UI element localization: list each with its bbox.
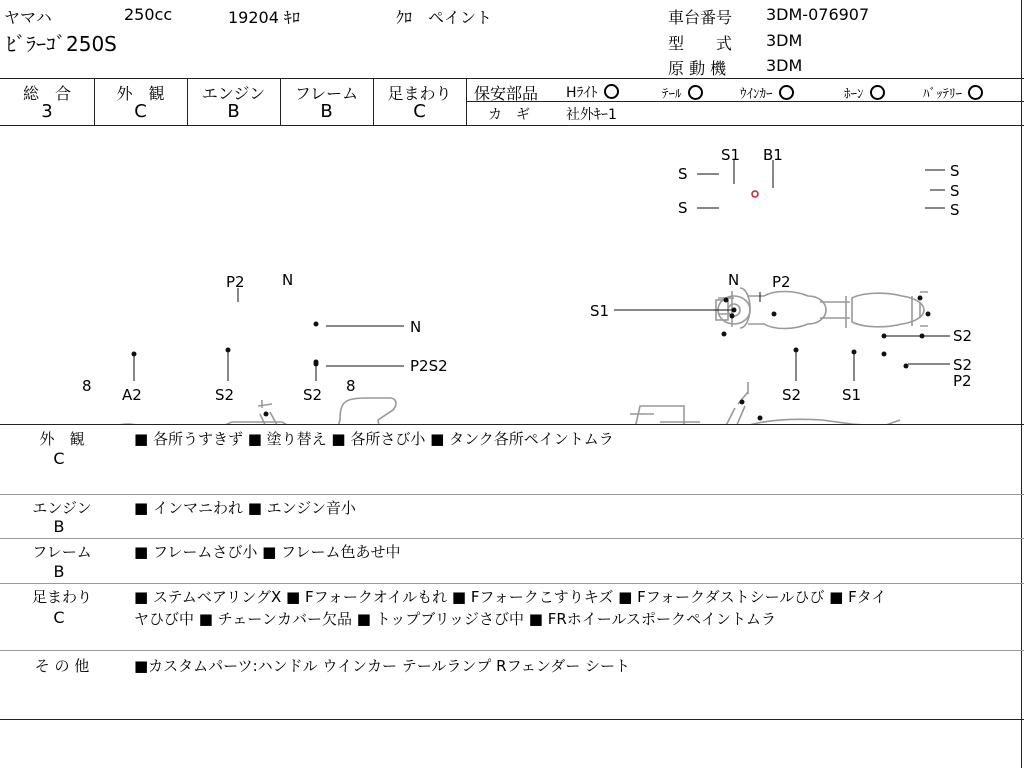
section-title-suspension: 足まわり [31,588,92,606]
type-label: 型 式 [668,34,733,53]
grade-suspension [373,80,466,124]
divider [0,78,1024,79]
section-grade-frame: B [53,562,65,581]
label-p2-right: P2 [953,372,972,390]
label-s1-top: S1 [721,146,741,164]
label-s2-right-bottom: S2 [782,386,802,404]
label-p2-left: P2 [226,273,245,291]
divider [0,650,1024,651]
safety-item-label: ﾎｰﾝ [844,87,864,102]
divider [1021,0,1022,768]
label-n-right-left: N [410,318,422,336]
divider [0,424,1024,425]
label-s1-right-left: S1 [590,302,610,320]
label-8-left: 8 [82,377,92,395]
engine-label: 原 動 機 [668,59,727,78]
divider [0,583,1024,584]
grade-label: エンジン [201,84,266,103]
grade-engine [187,80,280,124]
label-p2s2: P2S2 [410,357,448,375]
label-s2-left-a: S2 [215,386,235,404]
safety-item-label: Hﾗｲﾄ [566,85,598,101]
label-s2-right-1: S2 [953,327,973,345]
grade-label: フレーム [294,84,359,103]
safety-label: 保安部品 [474,84,539,103]
leader-lines [134,160,950,381]
label-n-right-side: N [728,271,740,289]
grade-label: 外 観 [116,84,165,103]
divider [0,494,1024,495]
label-b1-top: B1 [763,146,783,164]
model-name: ﾋﾞﾗｰｺﾞ250S [6,32,117,56]
damage-diagram [0,126,1021,424]
frame-no: 3DM-076907 [766,5,870,24]
divider [0,719,1024,720]
label-8-right: 8 [346,377,356,395]
label-s2-left-b: S2 [303,386,323,404]
grade-value: B [320,101,333,122]
grade-value: B [227,101,240,122]
safety-item-tail [662,83,705,102]
damage-markers [132,296,931,425]
safety-item-headlight [566,82,621,102]
section-title-exterior: 外 観 [39,430,85,448]
grade-value: 3 [41,101,53,122]
label-s-left-top: S [678,165,688,183]
label-s-right-bottom: S [950,201,960,219]
ok-circle-icon [688,85,703,100]
section-title-other: そ の 他 [34,657,90,675]
section-text-suspension-line2: ヤひび中 ■ チェーンカバー欠品 ■ トップブリッジさび中 ■ FRホイールスポークペイントムラ [134,610,777,628]
safety-item-label: ﾊﾞｯﾃﾘｰ [923,87,962,102]
label-p2-right-top: P2 [772,273,791,291]
safety-item-horn [844,83,887,102]
ok-circle-icon [604,84,619,99]
engine-value: 3DM [766,56,803,75]
frame-no-label: 車台番号 [668,8,733,27]
grade-exterior [94,80,187,124]
safety-item-battery [923,83,985,102]
label-a2: A2 [122,386,142,404]
ok-circle-icon [870,85,885,100]
safety-item-label: ｳｲﾝｶｰ [740,87,773,102]
divider [0,538,1024,539]
color: ｸﾛ ペイント [396,8,493,27]
label-s1-right-bottom: S1 [842,386,862,404]
label-n-top-left: N [282,271,294,289]
displacement: 250cc [124,5,173,24]
grade-value: C [134,101,147,122]
grade-overall [0,80,94,124]
type-value: 3DM [766,31,803,50]
section-text-other: ■カスタムパーツ:ハンドル ウインカー テールランプ Rフェンダー シート [134,657,631,675]
section-title-frame: フレーム [32,543,92,561]
key-value: 社外ｷｰ1 [566,107,617,123]
top-view-motorcycle [716,288,928,329]
grade-label: 総 合 [22,84,71,103]
rust-mark-icon [752,191,758,197]
section-text-suspension: ■ ステムベアリングX ■ Fフォークオイルもれ ■ Fフォークこすりキズ ■ Fフォークダストシールひび ■ Fタイ [134,588,887,606]
section-grade-suspension: C [53,608,65,627]
mileage: 19204 ｷﾛ [228,8,300,27]
section-grade-engine: B [53,517,65,536]
maker: ヤマハ [4,8,52,27]
label-s-right-mid: S [950,182,960,200]
section-text-exterior: ■ 各所うすきず ■ 塗り替え ■ 各所さび小 ■ タンク各所ペイントムラ [134,430,614,448]
label-s-left-bottom: S [678,199,688,217]
ok-circle-icon [968,85,983,100]
section-text-frame: ■ フレームさび小 ■ フレーム色あせ中 [134,543,401,561]
grade-frame [280,80,373,124]
safety-item-winker [740,83,796,102]
ok-circle-icon [779,85,794,100]
label-s-right-top: S [950,162,960,180]
section-grade-exterior: C [53,449,65,468]
section-title-engine: エンジン [32,499,92,517]
section-text-engine: ■ インマニわれ ■ エンジン音小 [134,499,356,517]
grade-label: 足まわり [387,84,452,103]
safety-item-label: ﾃｰﾙ [662,87,682,102]
key-label: カ ギ [488,107,530,123]
label-s2-right-2: S2 [953,356,973,374]
grade-value: C [413,101,426,122]
